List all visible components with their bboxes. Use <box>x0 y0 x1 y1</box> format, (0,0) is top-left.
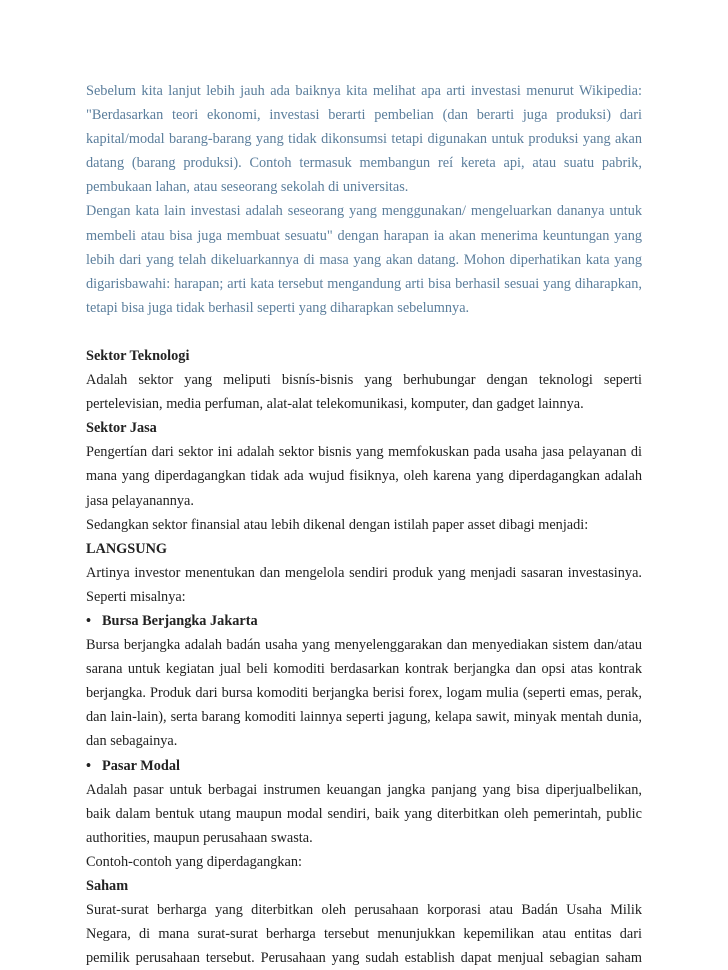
bullet-bursa-berjangka <box>86 609 642 633</box>
bursa-heading: Bursa Berjangka Jakarta <box>102 612 258 629</box>
finansial-intro: Sedangkan sektor finansial atau lebih dikenal dengan istilah paper asset dibagi menjadi: <box>86 516 589 533</box>
intro-paragraph-1: Sebelum kita lanjut lebih jauh ada baiknya kita melihat apa arti investasi menurut Wikipedia: "Berdasarkan teori ekonomi, investasi berarti pembelian (dan berarti juga produksi) dari kapital/modal barang-barang yang tidak dikonsumsi tetapi digunakan untuk produksi yang akan datang (barang produksi). Contoh termasuk membangun reí kereta api, atau suatu pabrik, pembukaan lahan, atau seseorang sekolah di universitas. <box>86 83 642 196</box>
teknologi-body: Adalah sektor yang meliputi bisnís-bisnis yang berhubungar dengan teknologi seperti pertelevisian, media perfuman, alat-alat telekomunikasi, komputer, dan gadget lainnya. <box>86 372 642 413</box>
bursa-body: Bursa berjangka adalah badán usaha yang menyelenggarakan dan menyediakan sistem dan/atau sarana untuk kegiatan jual beli komoditi berdasarkan kontrak berjangka dan opsi atas kontrak berjangka. Produk dari bursa komoditi berjangka berisi forex, logam mulia (seperti emas, perak, dan lain-lain), serta barang komoditi lainnya seperti jagung, kelapa sawit, minyak mentah dunia, dan sebagainya. <box>86 637 642 750</box>
jasa-body: Pengertían dari sektor ini adalah sektor bisnis yang memfokuskan pada usaha jasa pelayanan di mana yang diperdagangkan tidak ada wujud fisiknya, oleh karena yang diperdagangkan adalah jasa pelayanannya. <box>86 444 642 509</box>
heading-langsung: LANGSUNG <box>86 540 168 557</box>
saham-body: Surat-surat berharga yang diterbitkan oleh perusahaan korporasi atau Badán Usaha Milik Negara, di mana surat-surat berharga tersebut menunjukkan kepemilikan atau entitas dari pemilik perusahaan tersebut. Perusahaan yang sudah establish dapat menjual sebagian saham <box>86 902 642 967</box>
heading-sektor-teknologi: Sektor Teknologi <box>86 347 190 364</box>
heading-saham: Saham <box>86 878 129 894</box>
spacer <box>86 320 642 344</box>
document-page <box>86 79 642 970</box>
bullet-icon: • <box>86 612 92 629</box>
heading-sektor-jasa: Sektor Jasa <box>86 420 157 437</box>
langsung-body: Artinya investor menentukan dan mengelola sendiri produk yang menjadi sasaran investasinya. Seperti misalnya: <box>86 564 642 605</box>
pasar-heading: Pasar Modal <box>102 757 180 774</box>
pasar-contoh: Contoh-contoh yang diperdagangkan: <box>86 853 302 870</box>
intro-paragraph-2: Dengan kata lain investasi adalah seseorang yang menggunakan/ mengeluarkan dananya untuk membeli atau bisa juga membuat sesuatu" dengan harapan ia akan menerima keuntungan yang lebih dari yang telah dikeluarkannya di masa yang akan datang. Mohon diperhatikan kata yang digarisbawahi: harapan; arti kata tersebut mengandung arti bisa berhasil sesuai yang diharapkan, tetapi bisa juga tidak berhasil seperti yang diharapkan sebelumnya. <box>86 203 642 316</box>
bullet-pasar-modal <box>86 754 642 778</box>
pasar-body: Adalah pasar untuk berbagai instrumen keuangan jangka panjang yang bisa diperjualbelikan, baik dalam bentuk utang maupun modal sendiri, baik yang diterbitkan oleh pemerintah, public authorities, maupun perusahaan swasta. <box>86 781 642 846</box>
bullet-icon: • <box>86 757 92 774</box>
